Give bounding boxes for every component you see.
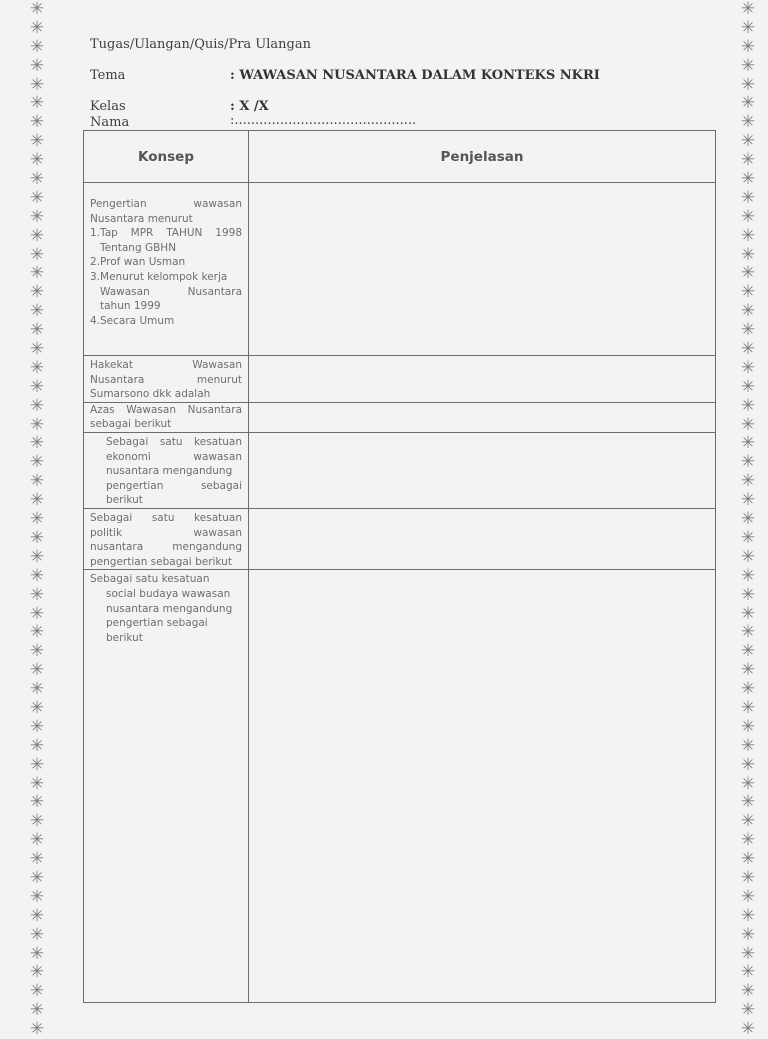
asterisk-ornament-icon: ✳ [29, 697, 45, 718]
asterisk-ornament-icon: ✳ [740, 584, 756, 605]
asterisk-ornament-icon: ✳ [740, 962, 756, 983]
asterisk-ornament-icon: ✳ [740, 811, 756, 832]
asterisk-ornament-icon: ✳ [740, 697, 756, 718]
asterisk-ornament-icon: ✳ [29, 339, 45, 360]
asterisk-ornament-icon: ✳ [29, 886, 45, 907]
asterisk-ornament-icon: ✳ [29, 716, 45, 737]
asterisk-ornament-icon: ✳ [29, 112, 45, 133]
asterisk-ornament-icon: ✳ [740, 376, 756, 397]
asterisk-ornament-icon: ✳ [29, 490, 45, 511]
asterisk-ornament-icon: ✳ [29, 962, 45, 983]
konsep-text: ekonomi wawasan [106, 450, 242, 463]
asterisk-ornament-icon: ✳ [29, 169, 45, 190]
asterisk-ornament-icon: ✳ [29, 660, 45, 681]
konsep-text: Sebagai satu kesatuan [90, 511, 242, 524]
asterisk-ornament-icon: ✳ [29, 471, 45, 492]
konsep-cell [84, 183, 249, 356]
table-row [84, 402, 716, 432]
asterisk-ornament-icon: ✳ [29, 849, 45, 870]
tema-value: : WAWASAN NUSANTARA DALAM KONTEKS NKRI [230, 68, 600, 83]
asterisk-ornament-icon: ✳ [29, 679, 45, 700]
asterisk-ornament-icon: ✳ [29, 981, 45, 1002]
asterisk-ornament-icon: ✳ [740, 301, 756, 322]
konsep-text: nusantara mengandung [106, 465, 233, 478]
kelas-value: : X /X [230, 99, 269, 114]
asterisk-ornament-icon: ✳ [740, 716, 756, 737]
list-item: 2.Prof wan Usman [90, 256, 186, 269]
list-item: 1.Tap MPR TAHUN 1998 [90, 227, 242, 240]
asterisk-ornament-icon: ✳ [740, 773, 756, 794]
konsep-text: Sebagai satu kesatuan [90, 573, 210, 586]
asterisk-ornament-icon: ✳ [740, 641, 756, 662]
asterisk-ornament-icon: ✳ [29, 131, 45, 152]
asterisk-ornament-icon: ✳ [29, 225, 45, 246]
asterisk-ornament-icon: ✳ [29, 811, 45, 832]
asterisk-ornament-icon: ✳ [29, 641, 45, 662]
konsep-text: social budaya wawasan [106, 587, 231, 600]
asterisk-ornament-icon: ✳ [740, 830, 756, 851]
konsep-text: nusantara mengandung [90, 541, 242, 554]
asterisk-ornament-icon: ✳ [740, 206, 756, 227]
penjelasan-answer-cell[interactable] [249, 402, 716, 432]
asterisk-ornament-icon: ✳ [29, 792, 45, 813]
asterisk-ornament-icon: ✳ [29, 565, 45, 586]
asterisk-ornament-icon: ✳ [29, 1000, 45, 1021]
konsep-text: Azas Wawasan Nusantara [90, 403, 242, 416]
asterisk-ornament-icon: ✳ [740, 509, 756, 530]
asterisk-ornament-icon: ✳ [29, 905, 45, 926]
asterisk-ornament-icon: ✳ [740, 527, 756, 548]
asterisk-ornament-icon: ✳ [740, 17, 756, 38]
asterisk-ornament-icon: ✳ [29, 546, 45, 567]
asterisk-ornament-icon: ✳ [29, 773, 45, 794]
asterisk-ornament-icon: ✳ [29, 603, 45, 624]
asterisk-ornament-icon: ✳ [740, 471, 756, 492]
asterisk-ornament-icon: ✳ [29, 206, 45, 227]
asterisk-ornament-icon: ✳ [29, 244, 45, 265]
asterisk-ornament-icon: ✳ [740, 943, 756, 964]
asterisk-ornament-icon: ✳ [740, 867, 756, 888]
table-row [84, 570, 716, 1003]
asterisk-ornament-icon: ✳ [740, 395, 756, 416]
assignment-type-line: Tugas/Ulangan/Quis/Pra Ulangan [90, 37, 311, 52]
asterisk-ornament-icon: ✳ [740, 660, 756, 681]
asterisk-ornament-icon: ✳ [29, 282, 45, 303]
konsep-text: politik wawasan [90, 526, 242, 539]
konsep-text: pengertian sebagai [106, 479, 242, 492]
asterisk-ornament-icon: ✳ [740, 490, 756, 511]
asterisk-ornament-icon: ✳ [740, 74, 756, 95]
konsep-text: Nusantara menurut [90, 373, 242, 386]
asterisk-ornament-icon: ✳ [740, 1019, 756, 1039]
konsep-text: sebagai berikut [90, 418, 172, 431]
asterisk-ornament-icon: ✳ [740, 546, 756, 567]
penjelasan-answer-cell[interactable] [249, 508, 716, 569]
asterisk-ornament-icon: ✳ [740, 36, 756, 57]
table-row [84, 432, 716, 508]
asterisk-ornament-icon: ✳ [29, 187, 45, 208]
asterisk-ornament-icon: ✳ [740, 452, 756, 473]
penjelasan-header: Penjelasan [249, 131, 716, 183]
nama-fill-line[interactable]: :............................................ [230, 113, 417, 128]
asterisk-ornament-icon: ✳ [740, 565, 756, 586]
table-row [84, 356, 716, 403]
asterisk-ornament-icon: ✳ [29, 622, 45, 643]
konsep-cell [84, 402, 249, 432]
konsep-text: pengertian sebagai [106, 617, 208, 630]
asterisk-ornament-icon: ✳ [740, 225, 756, 246]
konsep-text: Sebagai satu kesatuan [106, 435, 242, 448]
asterisk-ornament-icon: ✳ [740, 169, 756, 190]
kelas-label: Kelas [90, 99, 126, 114]
konsep-text: Nusantara menurut [90, 212, 193, 225]
table-row [84, 183, 716, 356]
konsep-cell [84, 356, 249, 403]
asterisk-ornament-icon: ✳ [29, 36, 45, 57]
asterisk-ornament-icon: ✳ [740, 263, 756, 284]
asterisk-ornament-icon: ✳ [740, 320, 756, 341]
konsep-text: Sumarsono dkk adalah [90, 388, 211, 401]
konsep-text: Hakekat Wawasan [90, 359, 242, 371]
konsep-header: Konsep [84, 131, 249, 183]
asterisk-ornament-icon: ✳ [740, 282, 756, 303]
asterisk-ornament-icon: ✳ [740, 735, 756, 756]
asterisk-ornament-icon: ✳ [740, 603, 756, 624]
decorative-border-left [25, 0, 49, 1039]
asterisk-ornament-icon: ✳ [740, 131, 756, 152]
asterisk-ornament-icon: ✳ [740, 622, 756, 643]
konsep-text: Pengertian wawasan [90, 198, 242, 210]
asterisk-ornament-icon: ✳ [740, 754, 756, 775]
asterisk-ornament-icon: ✳ [740, 93, 756, 114]
asterisk-ornament-icon: ✳ [29, 433, 45, 454]
list-item: Tentang GBHN [100, 241, 177, 254]
asterisk-ornament-icon: ✳ [29, 55, 45, 76]
list-item: tahun 1999 [100, 300, 161, 313]
penjelasan-answer-cell[interactable] [249, 570, 716, 1003]
tema-label: Tema [90, 68, 126, 83]
asterisk-ornament-icon: ✳ [29, 830, 45, 851]
asterisk-ornament-icon: ✳ [740, 433, 756, 454]
asterisk-ornament-icon: ✳ [29, 867, 45, 888]
asterisk-ornament-icon: ✳ [29, 754, 45, 775]
konsep-text: pengertian sebagai berikut [90, 555, 232, 568]
asterisk-ornament-icon: ✳ [740, 339, 756, 360]
asterisk-ornament-icon: ✳ [29, 93, 45, 114]
asterisk-ornament-icon: ✳ [740, 0, 756, 19]
asterisk-ornament-icon: ✳ [29, 584, 45, 605]
asterisk-ornament-icon: ✳ [29, 943, 45, 964]
nama-label: Nama [90, 115, 130, 130]
asterisk-ornament-icon: ✳ [29, 263, 45, 284]
asterisk-ornament-icon: ✳ [740, 924, 756, 945]
asterisk-ornament-icon: ✳ [29, 452, 45, 473]
asterisk-ornament-icon: ✳ [740, 244, 756, 265]
asterisk-ornament-icon: ✳ [29, 1019, 45, 1039]
konsep-text: nusantara mengandung [106, 602, 233, 615]
asterisk-ornament-icon: ✳ [29, 376, 45, 397]
list-item: Wawasan Nusantara [100, 285, 242, 298]
list-item: 4.Secara Umum [90, 314, 175, 327]
konsep-cell [84, 570, 249, 1003]
konsep-cell [84, 508, 249, 569]
penjelasan-answer-cell[interactable] [249, 432, 716, 508]
table-row [84, 508, 716, 569]
asterisk-ornament-icon: ✳ [29, 357, 45, 378]
asterisk-ornament-icon: ✳ [740, 187, 756, 208]
asterisk-ornament-icon: ✳ [740, 849, 756, 870]
asterisk-ornament-icon: ✳ [29, 301, 45, 322]
asterisk-ornament-icon: ✳ [29, 509, 45, 530]
penjelasan-answer-cell[interactable] [249, 183, 716, 356]
asterisk-ornament-icon: ✳ [29, 527, 45, 548]
asterisk-ornament-icon: ✳ [740, 679, 756, 700]
penjelasan-answer-cell[interactable] [249, 356, 716, 403]
asterisk-ornament-icon: ✳ [29, 735, 45, 756]
table-header-row [84, 131, 716, 183]
asterisk-ornament-icon: ✳ [740, 150, 756, 171]
konsep-cell [84, 432, 249, 508]
asterisk-ornament-icon: ✳ [29, 17, 45, 38]
asterisk-ornament-icon: ✳ [740, 792, 756, 813]
asterisk-ornament-icon: ✳ [29, 414, 45, 435]
asterisk-ornament-icon: ✳ [740, 357, 756, 378]
asterisk-ornament-icon: ✳ [29, 150, 45, 171]
asterisk-ornament-icon: ✳ [740, 1000, 756, 1021]
asterisk-ornament-icon: ✳ [740, 414, 756, 435]
konsep-text: berikut [106, 494, 143, 507]
asterisk-ornament-icon: ✳ [740, 886, 756, 907]
asterisk-ornament-icon: ✳ [740, 905, 756, 926]
asterisk-ornament-icon: ✳ [29, 395, 45, 416]
worksheet-table [83, 130, 716, 1003]
asterisk-ornament-icon: ✳ [29, 74, 45, 95]
asterisk-ornament-icon: ✳ [29, 0, 45, 19]
asterisk-ornament-icon: ✳ [740, 112, 756, 133]
asterisk-ornament-icon: ✳ [740, 981, 756, 1002]
list-item: 3.Menurut kelompok kerja [90, 270, 228, 283]
decorative-border-right [736, 0, 760, 1039]
asterisk-ornament-icon: ✳ [740, 55, 756, 76]
konsep-text: berikut [106, 631, 143, 644]
asterisk-ornament-icon: ✳ [29, 924, 45, 945]
asterisk-ornament-icon: ✳ [29, 320, 45, 341]
